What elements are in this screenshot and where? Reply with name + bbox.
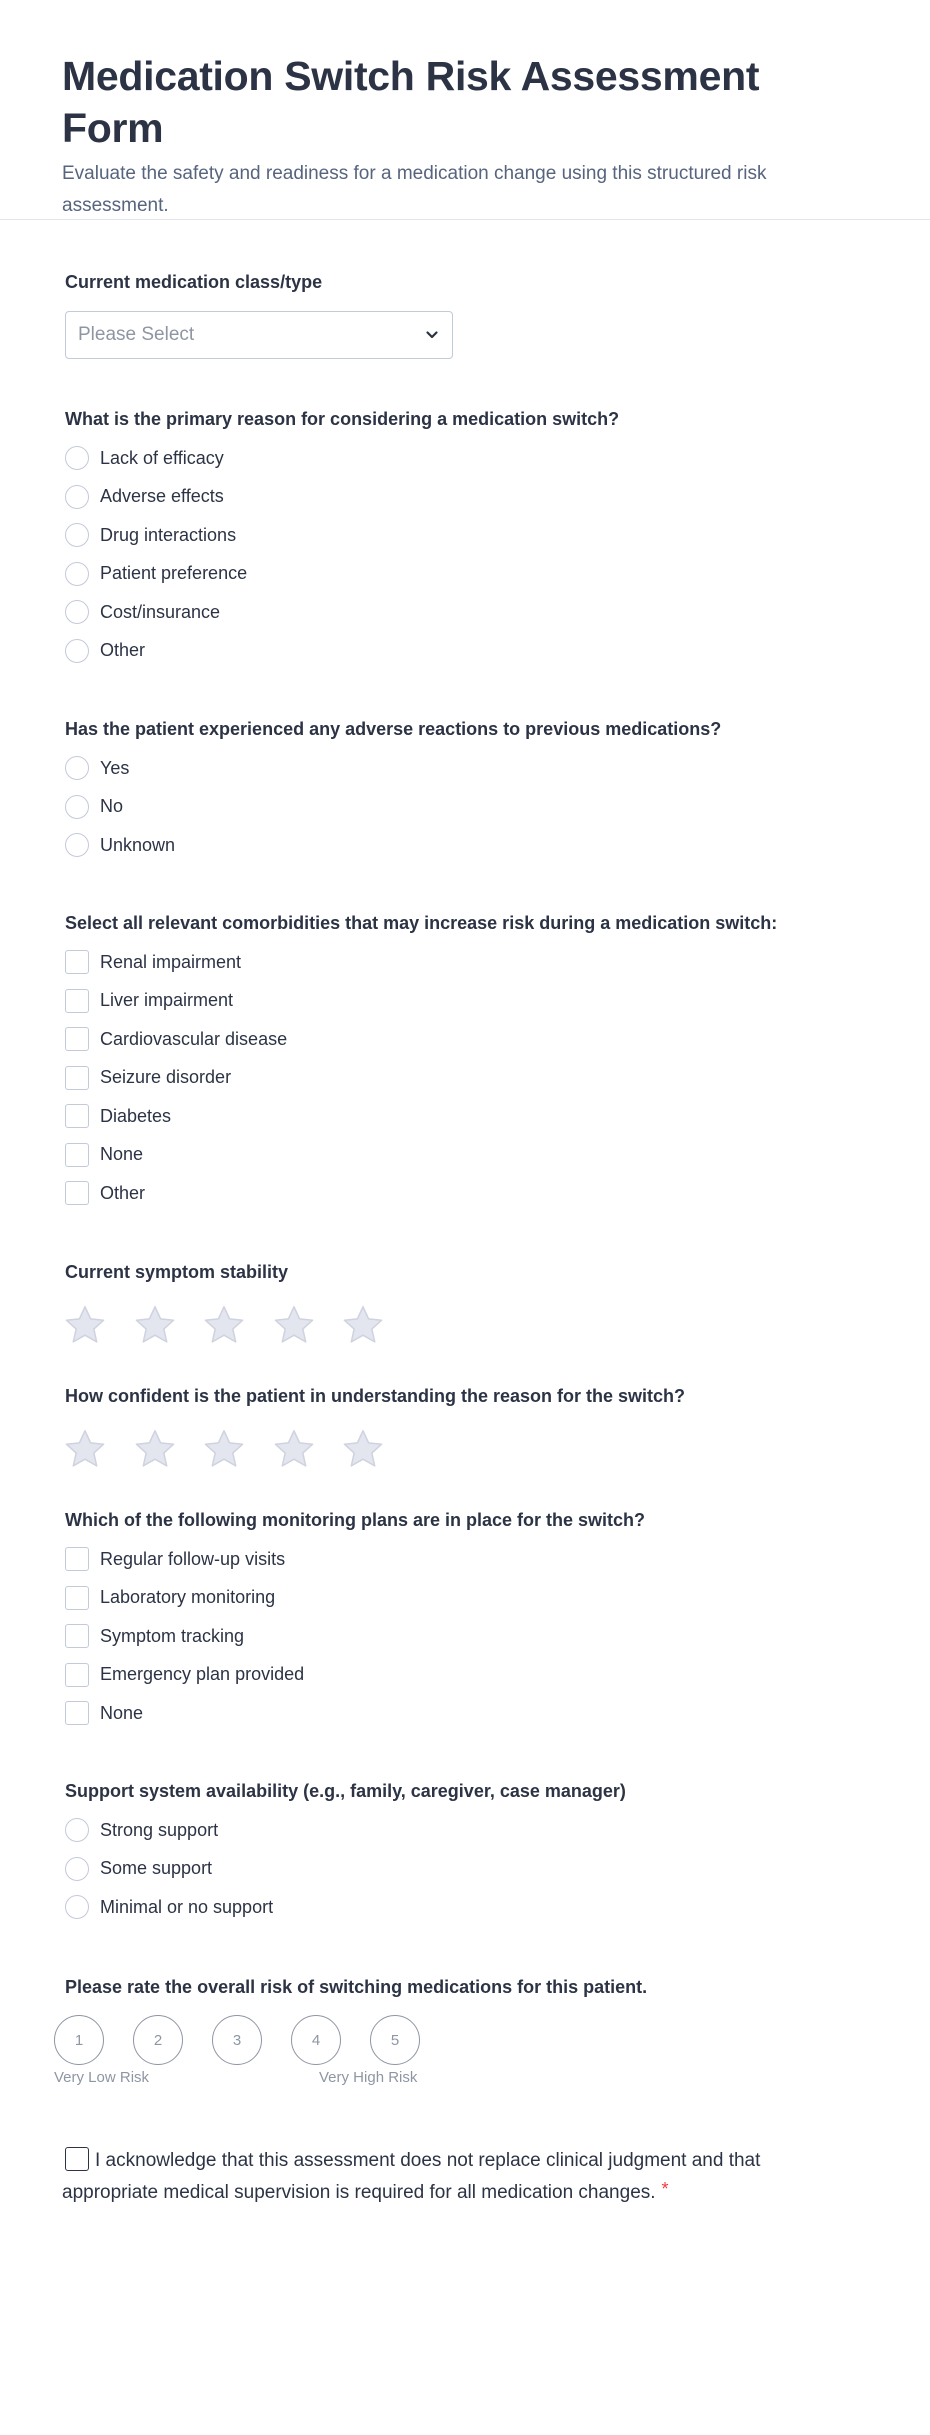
scale-option-2[interactable]: 2 — [133, 2015, 183, 2065]
star-icon[interactable] — [132, 1302, 178, 1348]
option-label: None — [100, 1702, 144, 1723]
checkbox[interactable] — [65, 1066, 89, 1090]
checkbox-option[interactable] — [65, 1579, 645, 1618]
radio-group-primary-reason — [65, 439, 619, 670]
question-label: Has the patient experienced any adverse reactions to previous medications? — [65, 719, 722, 739]
radio-group-adverse-reactions — [65, 749, 721, 865]
option-label: Other — [100, 640, 146, 661]
option-label: Strong support — [100, 1819, 219, 1840]
star-icon[interactable] — [340, 1302, 386, 1348]
radio-button[interactable] — [65, 756, 89, 780]
option-label: Minimal or no support — [100, 1896, 274, 1917]
question-label: Which of the following monitoring plans are in place for the switch? — [65, 1510, 646, 1530]
option-label: Lack of efficacy — [100, 447, 224, 468]
radio-option[interactable] — [65, 788, 721, 827]
checkbox-option[interactable] — [65, 1097, 777, 1136]
star-icon[interactable] — [271, 1302, 317, 1348]
question-label: Select all relevant comorbidities that may increase risk during a medication switch: — [65, 913, 778, 933]
option-label: Laboratory monitoring — [100, 1587, 276, 1608]
checkbox-option[interactable] — [65, 1656, 645, 1695]
option-label: Cardiovascular disease — [100, 1028, 288, 1049]
checkbox-group-comorbidities — [65, 943, 777, 1213]
checkbox-option[interactable] — [65, 982, 777, 1021]
radio-option[interactable] — [65, 478, 619, 517]
option-label: Emergency plan provided — [100, 1664, 305, 1685]
radio-option[interactable] — [65, 439, 619, 478]
checkbox[interactable] — [65, 1663, 89, 1687]
star-icon[interactable] — [340, 1426, 386, 1472]
radio-button[interactable] — [65, 446, 89, 470]
checkbox-option[interactable] — [65, 1694, 645, 1733]
star-icon[interactable] — [271, 1426, 317, 1472]
option-label: None — [100, 1144, 144, 1165]
radio-group-support-system — [65, 1811, 626, 1927]
checkbox[interactable] — [65, 950, 89, 974]
scale-labels — [54, 2069, 647, 2091]
option-label: Regular follow-up visits — [100, 1548, 286, 1569]
radio-button[interactable] — [65, 1818, 89, 1842]
select-placeholder: Please Select — [78, 324, 195, 345]
star-icon[interactable] — [201, 1302, 247, 1348]
required-marker: * — [661, 2179, 669, 2199]
form-title: Medication Switch Risk Assessment Form — [62, 53, 760, 151]
radio-button[interactable] — [65, 562, 89, 586]
option-label: Some support — [100, 1858, 213, 1879]
checkbox-option[interactable] — [65, 1020, 777, 1059]
checkbox[interactable] — [65, 989, 89, 1013]
checkbox[interactable] — [65, 1181, 89, 1205]
star-icon[interactable] — [62, 1426, 108, 1472]
form-header — [0, 0, 930, 220]
checkbox-option[interactable] — [65, 1059, 777, 1098]
checkbox[interactable] — [65, 1701, 89, 1725]
option-label: Liver impairment — [100, 990, 234, 1011]
option-label: Unknown — [100, 834, 176, 855]
checkbox[interactable] — [65, 1104, 89, 1128]
option-label: Symptom tracking — [100, 1625, 245, 1646]
option-label: Patient preference — [100, 563, 248, 584]
star-icon[interactable] — [201, 1426, 247, 1472]
scale-high-label: Very High Risk — [319, 2069, 418, 2086]
question-label: How confident is the patient in understanding the reason for the switch? — [65, 1386, 686, 1406]
star-rating-patient-confidence — [62, 1426, 685, 1472]
question-patient-confidence — [65, 1384, 685, 1472]
checkbox[interactable] — [65, 1143, 89, 1167]
acknowledgement-checkbox[interactable] — [65, 2147, 89, 2171]
scale-low-label: Very Low Risk — [54, 2069, 150, 2086]
checkbox-option[interactable] — [65, 943, 777, 982]
checkbox[interactable] — [65, 1027, 89, 1051]
question-label: Please rate the overall risk of switching medications for this patient. — [65, 1977, 648, 1997]
question-monitoring-plans — [65, 1508, 645, 1733]
radio-option[interactable] — [65, 632, 619, 671]
option-label: Other — [100, 1182, 146, 1203]
scale-option-4[interactable]: 4 — [291, 2015, 341, 2065]
scale-option-3[interactable]: 3 — [212, 2015, 262, 2065]
question-label: Support system availability (e.g., family, caregiver, case manager) — [65, 1781, 626, 1801]
checkbox-option[interactable] — [65, 1174, 777, 1213]
option-label: Seizure disorder — [100, 1067, 232, 1088]
scale-option-5[interactable]: 5 — [370, 2015, 420, 2065]
checkbox-option[interactable] — [65, 1617, 645, 1656]
risk-scale — [54, 2015, 647, 2065]
question-overall-risk — [54, 1975, 648, 2091]
question-symptom-stability — [65, 1260, 410, 1348]
radio-option[interactable] — [65, 516, 619, 555]
option-label: Renal impairment — [100, 951, 242, 972]
medication-class-select[interactable] — [65, 311, 453, 359]
question-primary-reason — [65, 407, 619, 670]
option-label: Diabetes — [100, 1105, 172, 1126]
checkbox-option[interactable] — [65, 1136, 777, 1175]
radio-button[interactable] — [65, 833, 89, 857]
radio-option[interactable] — [65, 1888, 626, 1927]
option-label: Yes — [100, 757, 130, 778]
radio-option[interactable] — [65, 1850, 626, 1889]
chevron-down-icon — [424, 327, 440, 343]
question-label: Current symptom stability — [65, 1262, 289, 1282]
acknowledgement-text: I acknowledge that this assessment does not replace clinical judgment and that appropriate medical supervision is required for all medication changes. — [62, 2150, 761, 2203]
radio-button[interactable] — [65, 485, 89, 509]
option-label: No — [100, 796, 124, 817]
radio-option[interactable] — [65, 555, 619, 594]
checkbox-group-monitoring-plans — [65, 1540, 645, 1733]
radio-button[interactable] — [65, 1857, 89, 1881]
question-adverse-reactions — [65, 717, 721, 865]
radio-button[interactable] — [65, 600, 89, 624]
checkbox[interactable] — [65, 1547, 89, 1571]
option-label: Cost/insurance — [100, 601, 221, 622]
radio-button[interactable] — [65, 1895, 89, 1919]
star-rating-symptom-stability — [62, 1302, 410, 1348]
radio-option[interactable] — [65, 1811, 626, 1850]
option-label: Adverse effects — [100, 486, 224, 507]
acknowledgement — [62, 2147, 782, 2207]
scale-option-1[interactable]: 1 — [54, 2015, 104, 2065]
radio-button[interactable] — [65, 523, 89, 547]
form-subtitle: Evaluate the safety and readiness for a medication change using this structured risk assessment. — [62, 163, 767, 216]
question-label: What is the primary reason for considering a medication switch? — [65, 409, 620, 429]
star-icon[interactable] — [62, 1302, 108, 1348]
checkbox[interactable] — [65, 1624, 89, 1648]
radio-button[interactable] — [65, 639, 89, 663]
question-medication-class — [65, 270, 453, 359]
radio-option[interactable] — [65, 593, 619, 632]
radio-button[interactable] — [65, 795, 89, 819]
radio-option[interactable] — [65, 749, 721, 788]
checkbox-option[interactable] — [65, 1540, 645, 1579]
question-support-system — [65, 1779, 626, 1927]
question-comorbidities — [65, 911, 777, 1213]
option-label: Drug interactions — [100, 524, 237, 545]
star-icon[interactable] — [132, 1426, 178, 1472]
checkbox[interactable] — [65, 1586, 89, 1610]
question-label: Current medication class/type — [65, 272, 323, 292]
radio-option[interactable] — [65, 826, 721, 865]
